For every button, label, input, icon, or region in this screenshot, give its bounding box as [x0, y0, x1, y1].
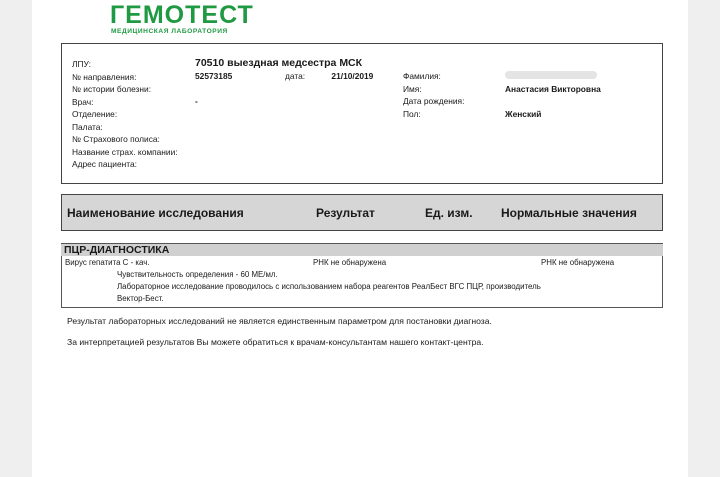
- insurer-label: Название страх. компании:: [72, 146, 178, 157]
- department-label: Отделение:: [72, 109, 118, 119]
- referral-label: № направления:: [72, 71, 137, 82]
- column-study: Наименование исследования: [67, 206, 244, 220]
- test-name: Вирус гепатита С - кач.: [65, 258, 150, 267]
- info-labels-left: [72, 58, 178, 171]
- column-unit: Ед. изм.: [425, 206, 473, 220]
- doctor-value: -: [195, 95, 198, 106]
- ward-label: Палата:: [72, 121, 103, 132]
- sex-value: Женский: [505, 108, 542, 119]
- birthdate-label: Дата рождения:: [403, 96, 465, 106]
- section-title: ПЦР-ДИАГНОСТИКА: [64, 244, 170, 256]
- name-label: Имя:: [403, 83, 422, 94]
- result-row: [61, 256, 663, 308]
- manufacturer-note: Вектор-Бест.: [117, 294, 164, 303]
- date-label: дата:: [285, 71, 306, 81]
- results-table-header: [61, 194, 663, 231]
- referral-value: 52573185: [195, 70, 233, 81]
- test-normal: РНК не обнаружена: [541, 258, 615, 267]
- method-note: Лабораторное исследование проводилось с использованием набора реагентов РеалБест ВГС ПЦР, производитель: [117, 282, 541, 291]
- company-logo: [110, 2, 254, 36]
- info-values-right: [505, 70, 601, 120]
- date-block: [285, 70, 373, 83]
- doctor-label: Врач:: [72, 96, 94, 107]
- column-normal: Нормальные значения: [501, 206, 637, 220]
- sensitivity-note: Чувствительность определения - 60 МЕ/мл.: [117, 270, 278, 279]
- info-labels-right: [403, 70, 464, 120]
- date-value: 21/10/2019: [331, 71, 374, 81]
- sex-label: Пол:: [403, 108, 421, 119]
- disclaimer-line-2: За интерпретацией результатов Вы можете обратиться к врачам-консультантам нашего контакт-центра.: [67, 337, 484, 347]
- name-value: Анастасия Викторовна: [505, 83, 601, 94]
- section-header: [61, 243, 663, 256]
- patient-info-box: [61, 43, 663, 184]
- disclaimer-line-1: Результат лабораторных исследований не является единственным параметром для постановки диагноза.: [67, 316, 492, 326]
- logo-tagline: МЕДИЦИНСКАЯ ЛАБОРАТОРИЯ: [111, 28, 228, 35]
- column-result: Результат: [316, 206, 375, 220]
- logo-name: ГЕМОТЕСТ: [110, 1, 254, 29]
- redaction-blur: [505, 71, 597, 79]
- insurance-label: № Страхового полиса:: [72, 134, 160, 144]
- surname-value-redacted: [505, 70, 601, 83]
- address-label: Адрес пациента:: [72, 159, 137, 169]
- test-result: РНК не обнаружена: [313, 258, 387, 267]
- lpu-value: 70510 выездная медсестра МСК: [195, 57, 363, 69]
- history-label: № истории болезни:: [72, 84, 152, 94]
- lpu-label: ЛПУ:: [72, 59, 91, 69]
- surname-label: Фамилия:: [403, 71, 441, 81]
